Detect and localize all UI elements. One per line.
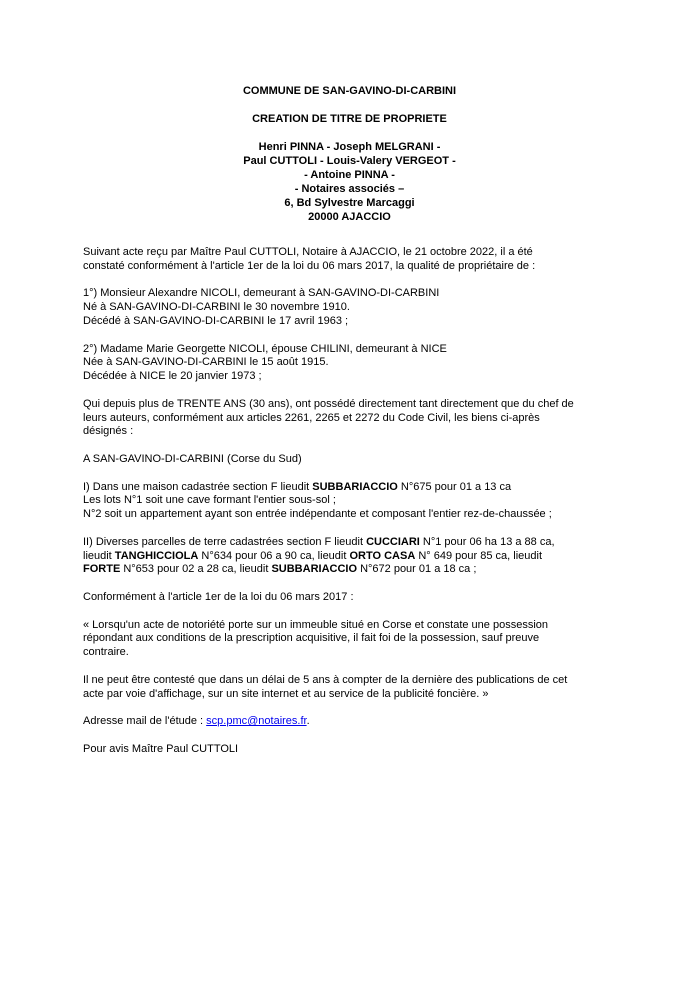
text-run: Il ne peut être contesté que dans un délai de 5 ans à compter de la dernière des publications de cet [83, 673, 568, 686]
paragraph-property-2 [83, 536, 623, 577]
text-line [83, 563, 623, 577]
header-spacer [0, 126, 699, 140]
text-line [83, 508, 623, 522]
text-line [83, 425, 623, 439]
text-line [83, 301, 623, 315]
paragraph-quote-2 [83, 674, 623, 702]
text-run: II) Diverses parcelles de terre cadastrées section F lieudit [83, 535, 367, 548]
bold-text-run: CUCCIARI [366, 535, 420, 548]
text-line [83, 619, 623, 633]
notaires-line: Henri PINNA - Joseph MELGRANI - [258, 141, 441, 153]
text-run: . [306, 715, 310, 728]
text-run: Pour avis Maître Paul CUTTOLI [83, 742, 239, 755]
text-run: Décédée à NICE le 20 janvier 1973 ; [83, 370, 262, 383]
header-spacer [0, 98, 699, 112]
office-city-line: 20000 AJACCIO [308, 211, 391, 223]
text-run: Les lots N°1 soit une cave formant l'entier sous-sol ; [83, 494, 336, 507]
commune-title: COMMUNE DE SAN-GAVINO-DI-CARBINI [242, 85, 457, 97]
text-line [83, 370, 623, 384]
paragraph-property-1 [83, 481, 623, 522]
text-run: désignés : [83, 425, 134, 438]
document-header [0, 0, 699, 224]
email-link[interactable]: scp.pmc@notaires.fr [206, 715, 307, 728]
notaires-line: - Notaires associés – [294, 183, 405, 195]
text-run: N°2 soit un appartement ayant son entrée indépendante et composant l'entier rez-de-chaussée ; [83, 508, 552, 521]
text-line [83, 412, 623, 426]
text-run: Suivant acte reçu par Maître Paul CUTTOLI, Notaire à AJACCIO, le 21 octobre 2022, il a été [83, 246, 533, 258]
paragraph-email [83, 715, 623, 729]
text-run: Qui depuis plus de TRENTE ANS (30 ans), ont possédé directement tant directement que du chef de [83, 397, 574, 410]
text-run: N°1 pour 06 ha 13 a 88 ca, [419, 535, 555, 548]
text-run: 2°) Madame Marie Georgette NICOLI, épouse CHILINI, demeurant à NICE [83, 342, 447, 355]
text-run: Décédé à SAN-GAVINO-DI-CARBINI le 17 avril 1963 ; [83, 314, 349, 327]
text-run: N° 649 pour 85 ca, lieudit [415, 549, 542, 562]
text-line [83, 715, 623, 729]
text-line [83, 356, 623, 370]
text-line [83, 646, 623, 660]
text-run: constaté conformément à l'article 1er de la loi du 06 mars 2017, la qualité de propriétaire de : [83, 259, 536, 272]
notaires-line: Paul CUTTOLI - Louis-Valery VERGEOT - [243, 155, 456, 167]
text-line [83, 453, 623, 467]
text-run: acte par voie d'affichage, sur un site internet et au service de la publicité foncière. » [83, 687, 489, 700]
text-line [83, 398, 623, 412]
paragraph-quote-1 [83, 619, 623, 660]
text-line [83, 343, 623, 357]
office-address-line: 6, Bd Sylvestre Marcaggi [284, 197, 415, 209]
text-run: Adresse mail de l'étude : [83, 715, 207, 728]
text-run: 1°) Monsieur Alexandre NICOLI, demeurant à SAN-GAVINO-DI-CARBINI [83, 287, 440, 300]
text-line [83, 743, 623, 757]
text-run: Né à SAN-GAVINO-DI-CARBINI le 30 novembre 1910. [83, 301, 350, 314]
text-line [83, 674, 623, 688]
bold-text-run: TANGHICCIOLA [114, 549, 199, 562]
text-line [83, 632, 623, 646]
text-line [83, 260, 623, 274]
bold-text-run: ORTO CASA [349, 549, 416, 562]
text-line [83, 536, 623, 550]
text-run: N°653 pour 02 a 28 ca, lieudit [120, 563, 272, 576]
notaires-line: - Antoine PINNA - [304, 169, 395, 181]
paragraph-law-reference [83, 591, 623, 605]
paragraph-owner-1 [83, 287, 623, 328]
text-run: leurs auteurs, conformément aux articles 2261, 2265 et 2272 du Code Civil, les biens ci-après [83, 411, 540, 424]
doc-title: CREATION DE TITRE DE PROPRIETE [252, 113, 447, 125]
text-run: contraire. [83, 646, 129, 659]
text-line [83, 688, 623, 702]
text-run: I) Dans une maison cadastrée section F lieudit [83, 480, 313, 493]
text-run: Née à SAN-GAVINO-DI-CARBINI le 15 août 1915. [83, 356, 329, 369]
text-line [83, 591, 623, 605]
text-run: N°634 pour 06 a 90 ca, lieudit [198, 549, 350, 562]
text-run: N°675 pour 01 a 13 ca [397, 480, 512, 493]
text-line [83, 287, 623, 301]
text-run: Conformément à l'article 1er de la loi du 06 mars 2017 : [83, 590, 354, 603]
bold-text-run: FORTE [83, 563, 121, 576]
text-line [83, 315, 623, 329]
text-run: répondant aux conditions de la prescription acquisitive, il fait foi de la possession, sauf preuve [83, 632, 540, 645]
text-line [83, 494, 623, 508]
document-body [83, 246, 623, 756]
text-run: « Lorsqu'un acte de notoriété porte sur un immeuble situé en Corse et constate une possession [83, 618, 548, 631]
text-run: N°672 pour 01 a 18 ca ; [357, 563, 477, 576]
text-run: A SAN-GAVINO-DI-CARBINI (Corse du Sud) [83, 452, 302, 465]
text-line [83, 481, 623, 495]
paragraph-intro [83, 246, 623, 274]
paragraph-owner-2 [83, 343, 623, 384]
text-line [83, 550, 623, 564]
paragraph-location [83, 453, 623, 467]
paragraph-signature [83, 743, 623, 757]
text-line [83, 246, 623, 260]
text-run: lieudit [83, 549, 115, 562]
bold-text-run: SUBBARIACCIO [271, 563, 358, 576]
bold-text-run: SUBBARIACCIO [312, 480, 398, 493]
paragraph-possession [83, 398, 623, 439]
